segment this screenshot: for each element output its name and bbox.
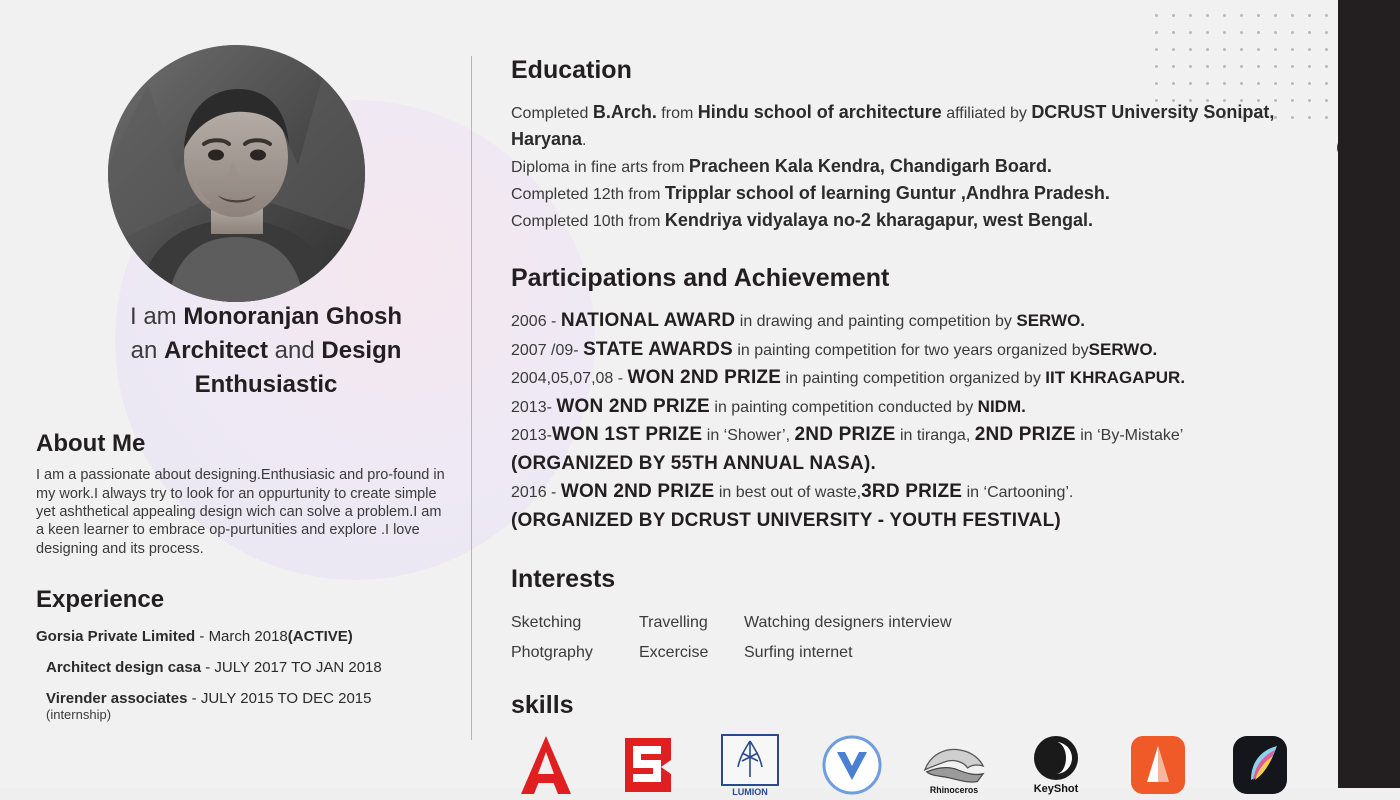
participation-text: in ‘Cartooning’. [962,484,1074,501]
interest-item: Watching designers interview [744,614,952,631]
experience-dates: - March 2018 [195,628,288,646]
experience-title: Experience [36,586,165,614]
about-text: I am a passionate about designing.Enthusiasic and pro-found in my work.I always try to look for an oppurtunity to create simple yet ashthetical appealing design wich can solve a problem.I am a keen learner to embrace op-purtunities and explore .I love designing and its process. [36,467,445,557]
profile-photo [108,45,365,302]
education-list [511,99,1311,234]
sketch-pencil-icon [1123,730,1193,800]
edu-text: Completed [511,105,593,122]
participation-text: in painting competition for two years organized by [732,341,1089,359]
cv-mark: C V [1336,133,1391,163]
participation-text: in tiranga, [895,427,975,444]
vray-icon [817,730,887,800]
role-design-enthusiastic: Design Enthusiastic [194,337,402,399]
experience-dates: - JULY 2017 TO JAN 2018 [201,659,382,677]
participation-award: 3RD PRIZE [861,481,963,502]
right-dark-strip [1338,0,1400,788]
interests-row [511,638,1311,668]
experience-subnote: (internship) [46,707,112,723]
participation-org: NIDM. [977,396,1026,416]
participation-org: SERWO. [1088,339,1158,359]
participation-award: 2ND PRIZE [794,424,896,445]
participation-line [511,450,1311,479]
participation-line [511,478,1311,507]
experience-item [36,690,456,722]
svg-text:LUMION: LUMION [732,786,768,797]
interests-list [511,608,1311,669]
experience-dates: - JULY 2015 TO DEC 2015 [187,690,372,708]
participation-award: WON 1ST PRIZE [551,424,703,445]
participation-year: 2013- [511,398,557,416]
edu-highlight: Pracheen Kala Kendra, Chandigarh Board. [688,156,1052,176]
participation-award: STATE AWARDS [583,338,733,360]
participation-text: in best out of waste, [714,484,862,501]
interests-title: Interests [511,565,616,593]
edu-highlight: B.Arch. [592,102,657,122]
participation-award: WON 2ND PRIZE [556,395,710,417]
participation-org: SERWO. [1016,311,1086,330]
participation-text: in ‘By-Mistake’ [1075,427,1184,444]
keyshot-icon [1021,730,1091,800]
participation-award: WON 2ND PRIZE [560,481,715,502]
name-heading [76,300,456,402]
edu-text: Completed 12th from [511,186,665,203]
experience-role: Gorsia Private Limited [36,628,196,646]
participation-year: 2007 /09- [511,341,584,359]
edu-highlight: DCRUST University Sonipat, Haryana [511,102,1275,149]
participation-line [511,507,1311,536]
role-mid: and [268,337,322,365]
experience-item [36,659,456,676]
experience-role: Architect design casa [46,659,202,677]
participation-organizer: (ORGANIZED BY 55TH ANNUAL NASA). [511,452,876,474]
education-line [511,180,1311,207]
person-name: Monoranjan Ghosh [183,303,402,330]
participation-line [511,336,1311,365]
edu-text: Completed 10th from [511,213,665,230]
role-prefix: an [130,337,164,365]
participation-line [511,364,1311,393]
edu-text: from [656,105,698,122]
edu-text: Diploma in fine arts from [511,159,689,176]
participation-award: NATIONAL AWARD [560,310,736,331]
experience-status: (ACTIVE) [287,628,353,646]
left-column [36,300,456,722]
edu-highlight: Kendriya vidyalaya no-2 kharagapur, west Bengal. [664,210,1094,230]
participation-line [511,421,1311,450]
participation-text: in painting competition organized by [781,370,1046,387]
participation-org: IIT KHRAGAPUR. [1045,368,1186,387]
svg-text:KeyShot: KeyShot [1033,782,1079,795]
column-divider [471,56,472,740]
svg-text:Rhinoceros: Rhinoceros [929,784,979,795]
edu-highlight: Tripplar school of learning Guntur ,Andhra Pradesh. [664,183,1110,203]
education-line [511,207,1311,234]
experience-item [36,628,456,645]
about-title: About Me [36,430,146,458]
participation-year: 2004,05,07,08 - [511,370,628,387]
sketchup-icon [613,730,683,800]
procreate-icon [1225,730,1295,800]
participation-award: WON 2ND PRIZE [627,367,782,388]
participation-line [511,393,1311,422]
interest-item: Surfing internet [744,644,853,662]
participation-text: in painting competition conducted by [709,398,978,416]
skills-list [511,730,1311,800]
interest-item: Excercise [639,644,709,662]
autocad-icon [511,730,581,800]
participations-list [511,307,1311,535]
participation-line [511,307,1311,336]
edu-highlight: Hindu school of architecture [697,102,942,122]
interests-row [511,608,1311,638]
participation-year: 2013- [511,427,552,444]
skills-title: skills [511,690,574,719]
participation-organizer: (ORGANIZED BY DCRUST UNIVERSITY - YOUTH FESTIVAL) [511,509,1061,531]
education-title: Education [511,56,632,84]
participation-year: 2016 - [511,484,561,501]
lumion-icon [715,730,785,800]
participation-year: 2006 - [511,313,561,330]
interest-item: Photgraphy [511,644,593,662]
name-intro: I am [129,303,184,330]
participation-text: in drawing and painting competition by [735,313,1017,330]
rhinoceros-icon [919,730,989,800]
participation-text: in ‘Shower’, [702,427,795,444]
participations-title: Participations and Achievement [511,264,890,292]
education-line [511,153,1311,180]
education-line [511,99,1311,153]
edu-text: . [582,132,587,149]
role-architect: Architect [163,337,268,365]
experience-role: Virender associates [46,690,188,708]
interest-item: Travelling [639,614,708,631]
participation-award: 2ND PRIZE [974,424,1076,445]
right-column [511,56,1311,800]
edu-text: affiliated by [941,105,1032,122]
interest-item: Sketching [511,614,582,631]
